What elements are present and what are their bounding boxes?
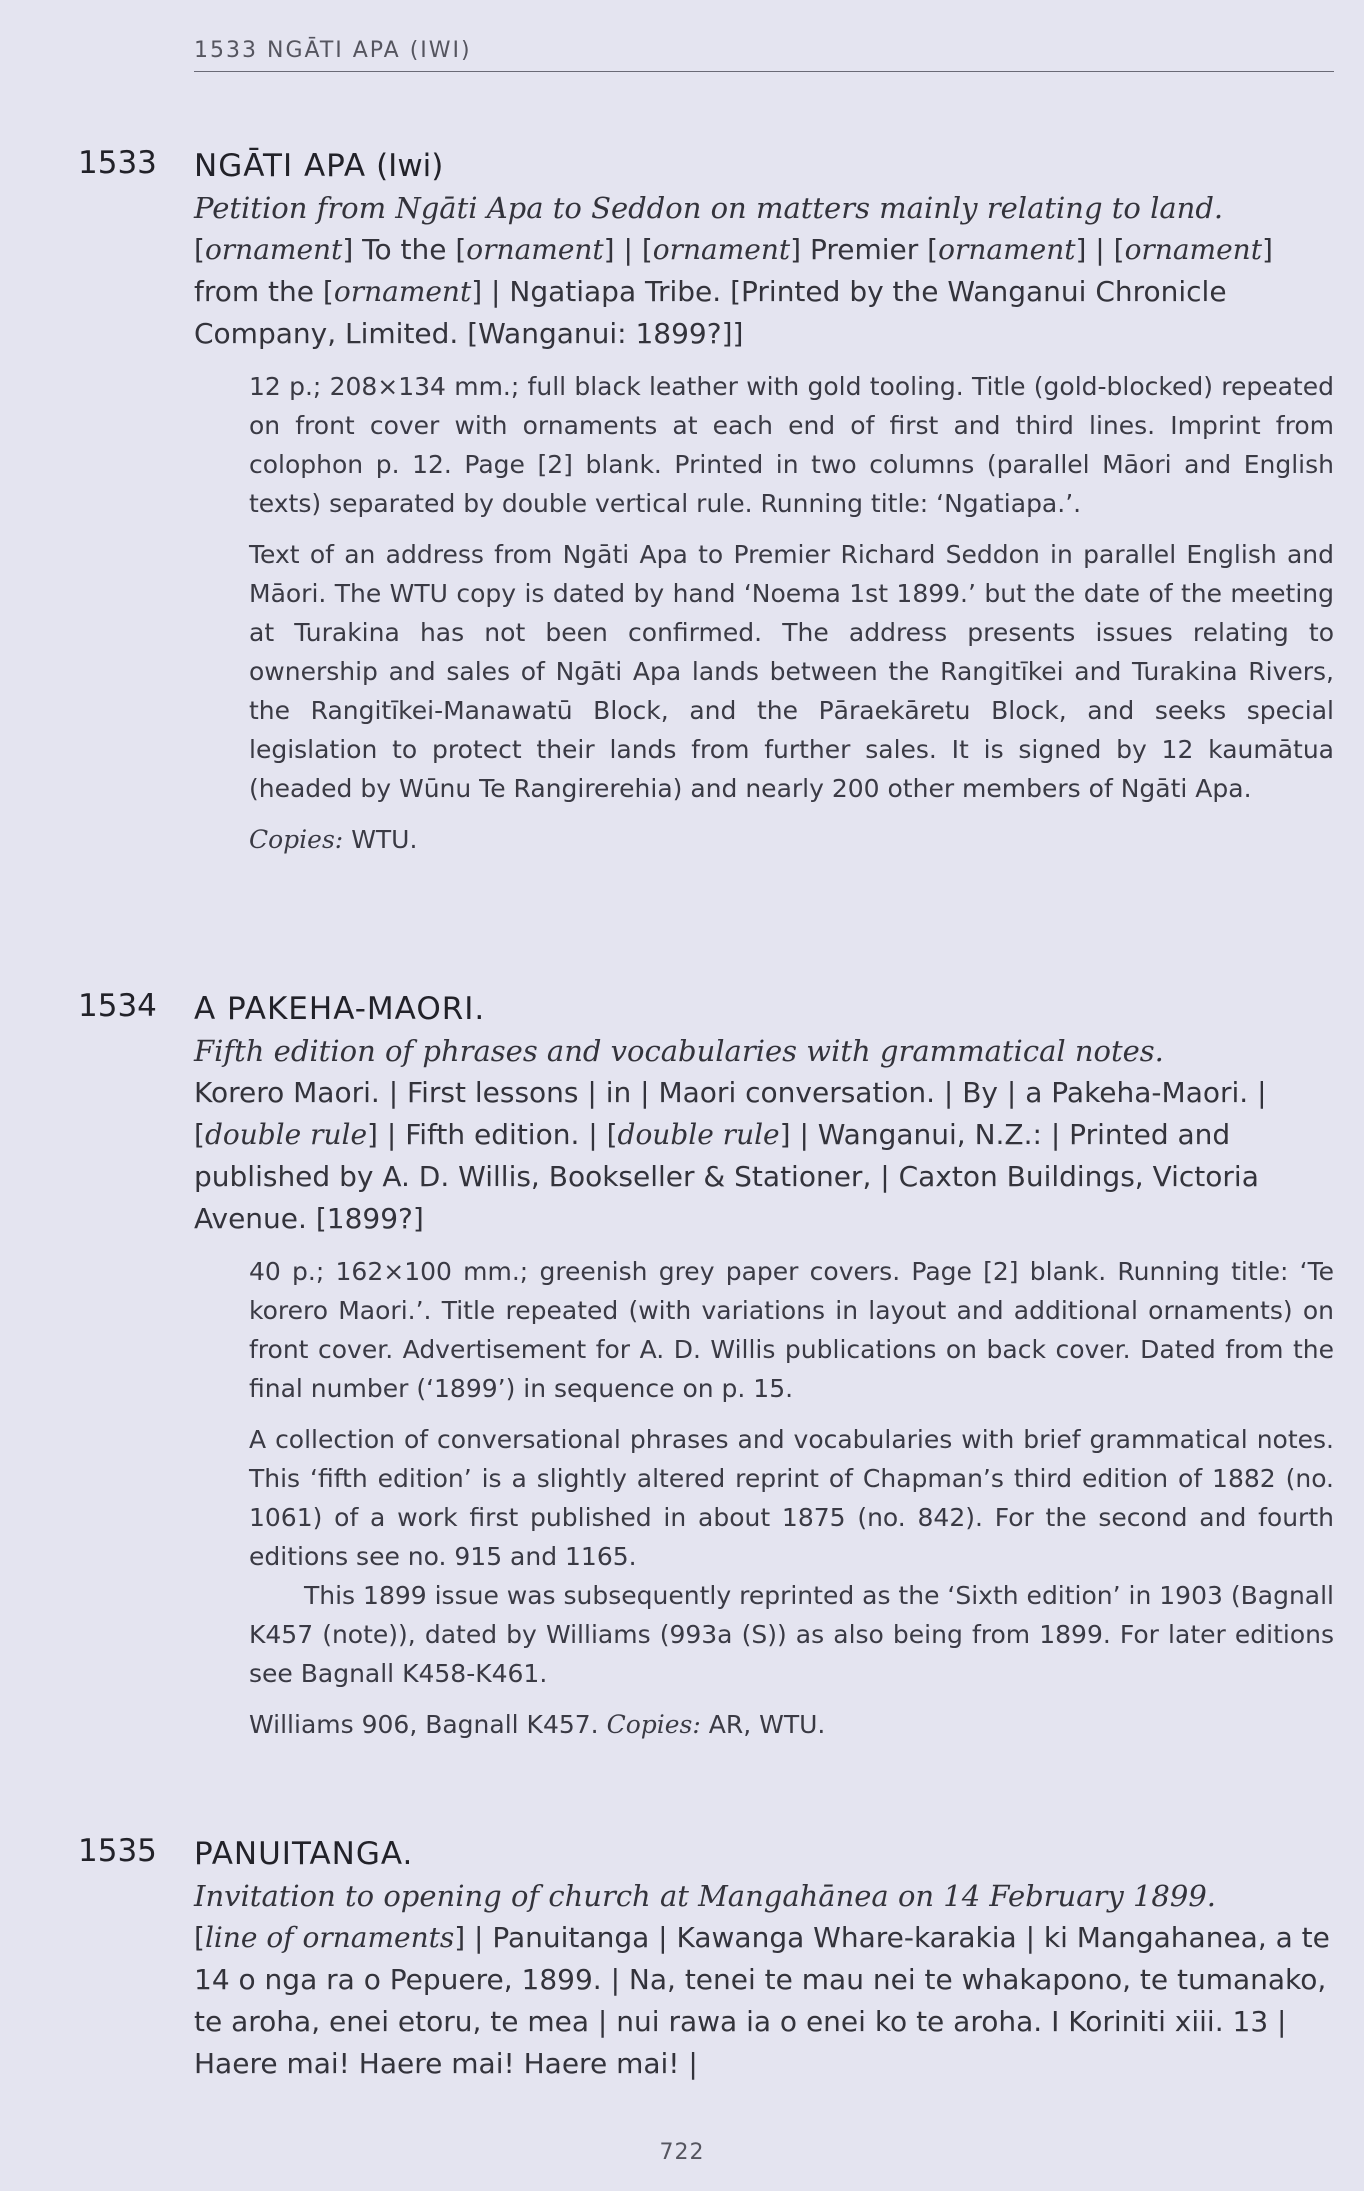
entry-number: 1535 — [78, 1833, 157, 1869]
editorial-insertion: ornament — [938, 233, 1076, 266]
entry-heading — [194, 1833, 1334, 1875]
transcription-text: ] To the [ — [342, 233, 467, 266]
editorial-insertion: ornament — [466, 233, 604, 266]
copies-label: Copies: — [249, 825, 344, 854]
title-transcription — [194, 229, 1334, 355]
entry-heading — [194, 145, 1334, 187]
entry-body — [194, 1833, 1334, 2085]
entry-heading — [194, 988, 1334, 1030]
transcription-text: [ — [194, 1921, 205, 1954]
editorial-insertion: double rule — [204, 1118, 368, 1151]
editorial-insertion: double rule — [617, 1118, 780, 1151]
editorial-insertion: ornament — [204, 233, 343, 266]
title-transcription — [194, 1917, 1334, 2085]
transcription-text: ] | Ngatiapa Tribe. [Printed by the Wanganui Chronicle Company, Limited. [Wanganui: 1899?]] — [194, 275, 1227, 350]
content-note: A collection of conversational phrases and vocabularies with brief grammatical notes. This ‘fifth edition’ is a slightly altered reprint of Chapman’s third edition of 1882 (no. 1061) of a work first published in about 1875 (no. 842). For the second and fourth editions see no. 915 and 1165. — [249, 1425, 1334, 1571]
heading-qualifier: (Iwi) — [376, 148, 444, 184]
content-note: Text of an address from Ngāti Apa to Premier Richard Seddon in parallel English and Māori. The WTU copy is dated by hand ‘Noema 1st 1899.’ but the date of the meeting at Turakina has not been confirmed. The address presents issues relating to ownership and sales of Ngāti Apa lands between the Rangitīkei and Turakina Rivers, the Rangitīkei-Manawatū Block, and the Pāraekāretu Block, and seeks special legislation to protect their lands from further sales. It is signed by 12 kaumātua (headed by Wūnu Te Rangirerehia) and nearly 200 other members of Ngāti Apa. — [249, 540, 1334, 803]
entry-notes — [249, 367, 1334, 859]
editorial-insertion: line of ornaments — [204, 1921, 455, 1954]
transcription-text: ] from the [ — [194, 233, 1273, 308]
transcription-text: ] | [ — [1075, 233, 1125, 266]
copies-value: AR, WTU. — [708, 1710, 826, 1739]
content-note-continued: This 1899 issue was subsequently reprinted as the ‘Sixth edition’ in 1903 (Bagnall K457 (note)), dated by Williams (993a (S)) as also being from 1899. For later editions see Bagnall K458-K461. — [249, 1581, 1334, 1688]
page-number: 722 — [659, 2140, 705, 2165]
transcription-text: ] | [ — [603, 233, 653, 266]
running-head: 1533 NGĀTI APA (IWI) — [194, 38, 1334, 72]
copies-line — [249, 820, 1334, 859]
transcription-text: [ — [194, 233, 205, 266]
entry-title: Invitation to opening of church at Mangahānea on 14 February 1899. — [194, 1879, 1216, 1913]
physical-description: 40 p.; 162×100 mm.; greenish grey paper covers. Page [2] blank. Running title: ‘Te korero Maori.’. Title repeated (with variations in layout and additional ornaments) on front cover. Advertisement for A. D. Willis publications on back cover. Dated from the final number (‘1899’) in sequence on p. 15. — [249, 1257, 1334, 1403]
heading-name: NGĀTI APA — [194, 148, 367, 184]
entry-title: Fifth edition of phrases and vocabularies with grammatical notes. — [194, 1034, 1164, 1068]
entry-title: Petition from Ngāti Apa to Seddon on matters mainly relating to land. — [194, 191, 1224, 225]
transcription-text: ] Premier [ — [790, 233, 939, 266]
entry-number: 1533 — [78, 145, 157, 181]
entry-body — [194, 988, 1334, 1756]
transcription-text: ] | Panuitanga | Kawanga Whare-karakia | ki Mangahanea, a te 14 o nga ra o Pepuere, 1899. | Na, tenei te mau nei te whakapono, te tumanako, te aroha, enei etoru, te mea | nui rawa ia o enei ko te aroha. I Koriniti xiii. 13 | Haere mai! Haere mai! Haere mai! | — [194, 1921, 1330, 2080]
transcription-text: Korero Maori. | First lessons | in | Maori conversation. | By | a Pakeha-Maori. | [ — [194, 1076, 1267, 1151]
title-transcription — [194, 1072, 1334, 1240]
transcription-text: ] | Fifth edition. | [ — [367, 1118, 618, 1151]
entry-notes — [249, 1252, 1334, 1744]
transcription-text: ] | Wanganui, N.Z.: | Printed and published by A. D. Willis, Bookseller & Stationer, | Caxton Buildings, Victoria Avenue. [1899?] — [194, 1118, 1259, 1235]
editorial-insertion: ornament — [333, 275, 472, 308]
copies-value: WTU. — [351, 825, 418, 854]
copies-label: Copies: — [606, 1710, 701, 1739]
heading-name: A PAKEHA-MAORI. — [194, 991, 486, 1027]
references: Williams 906, Bagnall K457. — [249, 1710, 599, 1739]
references-line — [249, 1705, 1334, 1744]
editorial-insertion: ornament — [1124, 233, 1262, 266]
editorial-insertion: ornament — [652, 233, 791, 266]
entry-number: 1534 — [78, 988, 157, 1024]
heading-name: PANUITANGA. — [194, 1836, 414, 1872]
entry-body — [194, 145, 1334, 871]
physical-description: 12 p.; 208×134 mm.; full black leather with gold tooling. Title (gold-blocked) repeated on front cover with ornaments at each end of first and third lines. Imprint from colophon p. 12. Page [2] blank. Printed in two columns (parallel Māori and English texts) separated by double vertical rule. Running title: ‘Ngatiapa.’. — [249, 372, 1334, 518]
